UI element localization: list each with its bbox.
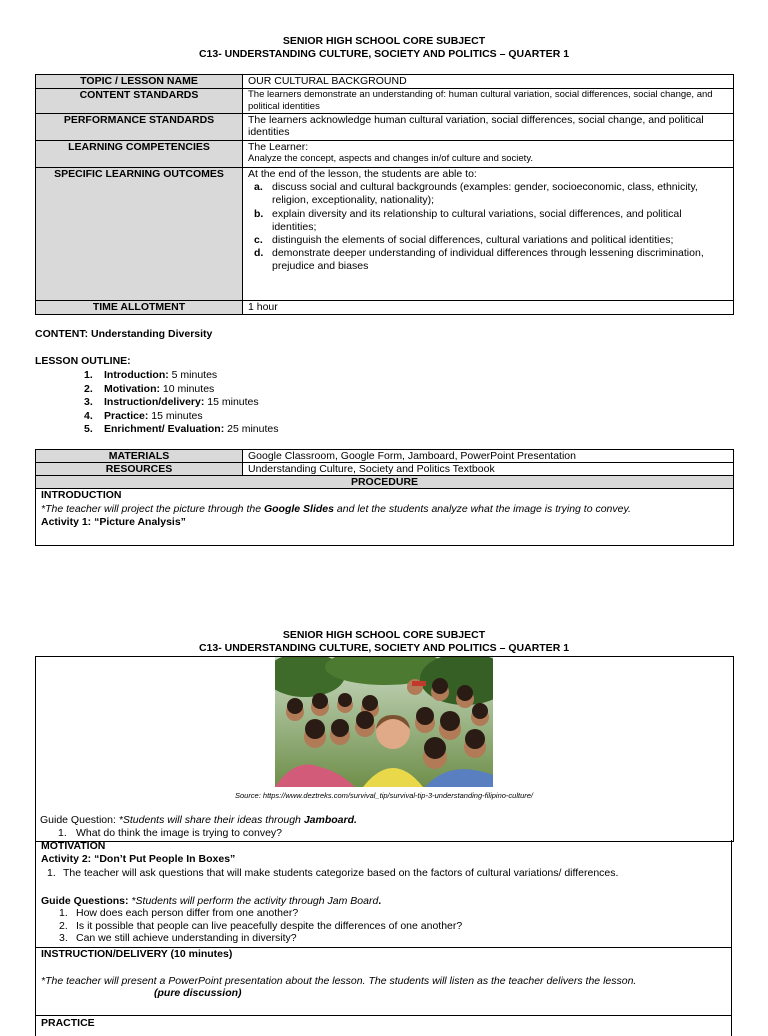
outcomes-intro: At the end of the lesson, the students are able to: — [248, 168, 477, 180]
list-item: 5. Enrichment/ Evaluation: 25 minutes — [84, 423, 279, 436]
guide-questions-2: Guide Questions: *Students will perform the activity through Jam Board. — [41, 894, 382, 907]
page-header — [0, 35, 768, 61]
list-item: a. discuss social and cultural backgrounds (examples: gender, socioeconomic, class, ethnicity, religion, exceptionality, nationality); — [254, 181, 698, 207]
materials-label: MATERIALS — [36, 450, 243, 463]
list-item: 1. Introduction: 5 minutes — [84, 369, 218, 381]
lesson-table — [35, 74, 734, 315]
header-line2: C13- UNDERSTANDING CULTURE, SOCIETY AND POLITICS – QUARTER 1 — [198, 642, 570, 654]
motivation-cell — [35, 840, 732, 948]
time-allotment-label: TIME ALLOTMENT — [36, 301, 243, 315]
performance-standards-label: PERFORMANCE STANDARDS — [36, 114, 243, 141]
practice-title: PRACTICE — [41, 1017, 95, 1029]
content-value: Understanding Diversity — [91, 328, 213, 340]
instruction-cell — [35, 948, 732, 1016]
header-line2: C13- UNDERSTANDING CULTURE, SOCIETY AND POLITICS – QUARTER 1 — [198, 48, 570, 60]
page2-header — [0, 629, 768, 655]
list-item: 2. Motivation: 10 minutes — [84, 382, 215, 395]
list-item: b. explain diversity and its relationship to cultural variations, social differences, and political identities; — [254, 207, 682, 233]
header-line1: SENIOR HIGH SCHOOL CORE SUBJECT — [282, 629, 486, 641]
list-item: 2. Is it possible that people can live peacefully despite the differences of one another? — [59, 919, 463, 932]
activity1-title: Activity 1: “Picture Analysis” — [41, 516, 186, 528]
list-item: c. distinguish the elements of social differences, cultural variations and political identities; — [254, 234, 674, 247]
content-standards-value: The learners demonstrate an understanding of: human cultural variation, social differences, social change, and political identities — [243, 89, 734, 114]
specific-outcomes-label: SPECIFIC LEARNING OUTCOMES — [36, 168, 243, 301]
performance-standards-value: The learners acknowledge human cultural variation, social differences, social change, and political identities — [243, 114, 734, 141]
outcomes-list — [248, 181, 728, 273]
photo-source: Source: https://www.deztreks.com/survival_tip/survival-tip-3-understanding-filipino-culture/ — [234, 791, 534, 800]
competencies-line2: Analyze the concept, aspects and changes in/of culture and society. — [248, 153, 533, 164]
introduction-text: *The teacher will project the picture through the Google Slides and let the students analyze what the image is trying to convey. — [41, 502, 631, 515]
outline-list — [84, 369, 278, 437]
learning-competencies-value — [243, 141, 734, 168]
outline-title: LESSON OUTLINE: — [35, 355, 131, 367]
content-label: CONTENT: — [35, 328, 89, 340]
group-selfie-icon — [275, 657, 493, 787]
list-item: 1. The teacher will ask questions that will make students categorize based on the factors of cultural variations/ differences. — [47, 867, 619, 879]
guide-question-1: Guide Question: *Students will share their ideas through Jamboard. — [40, 814, 357, 826]
resources-value: Understanding Culture, Society and Politics Textbook — [243, 463, 734, 476]
learning-competencies-label: LEARNING COMPETENCIES — [36, 141, 243, 168]
list-item: 1. What do think the image is trying to convey? — [58, 827, 283, 839]
introduction-cell — [36, 489, 734, 546]
introduction-title: INTRODUCTION — [41, 489, 122, 501]
motivation-title: MOTIVATION — [41, 840, 106, 852]
list-item: 1. How does each person differ from one another? — [59, 907, 299, 919]
content-line — [35, 328, 212, 342]
materials-table — [35, 449, 734, 546]
list-item: 3. Instruction/delivery: 15 minutes — [84, 396, 259, 409]
group-selfie-photo — [275, 657, 493, 787]
topic-label: TOPIC / LESSON NAME — [36, 75, 243, 89]
topic-value: OUR CULTURAL BACKGROUND — [243, 75, 734, 89]
instruction-note: (pure discussion) — [154, 987, 242, 999]
activity2-title: Activity 2: “Don’t Put People In Boxes” — [41, 852, 236, 865]
practice-cell — [35, 1016, 732, 1036]
header-line1: SENIOR HIGH SCHOOL CORE SUBJECT — [282, 35, 486, 47]
list-item: d. demonstrate deeper understanding of individual differences through lessening discrimination, prejudice and biases — [254, 247, 704, 273]
content-standards-label: CONTENT STANDARDS — [36, 89, 243, 114]
materials-value: Google Classroom, Google Form, Jamboard, PowerPoint Presentation — [243, 450, 734, 463]
competencies-line1: The Learner: — [248, 141, 309, 153]
specific-outcomes-value — [243, 168, 734, 301]
time-allotment-value: 1 hour — [243, 301, 734, 315]
instruction-title: INSTRUCTION/DELIVERY (10 minutes) — [41, 948, 233, 960]
procedure-label: PROCEDURE — [36, 476, 734, 489]
resources-label: RESOURCES — [36, 463, 243, 476]
list-item: 3. Can we still achieve understanding in diversity? — [59, 932, 297, 944]
list-item: 4. Practice: 15 minutes — [84, 409, 203, 422]
instruction-text: *The teacher will present a PowerPoint presentation about the lesson. The students will listen as the teacher delivers the lesson. — [41, 974, 637, 987]
